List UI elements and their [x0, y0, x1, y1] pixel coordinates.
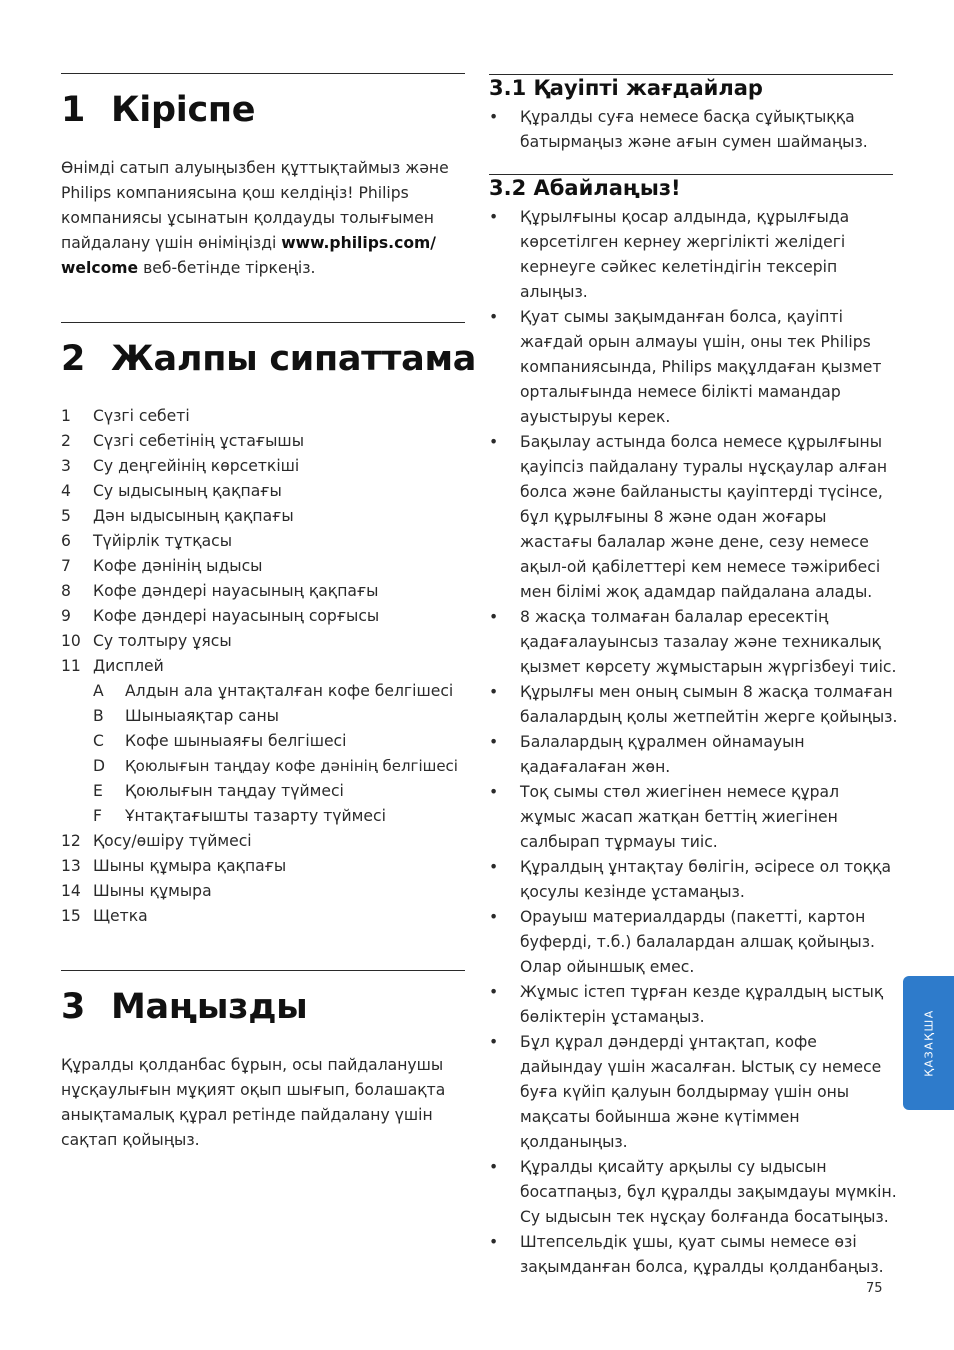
- section-1-number: 1: [61, 90, 86, 130]
- list-item: 13 Шыны құмыра қақпағы: [61, 857, 287, 875]
- bullet-icon: •: [489, 1033, 499, 1051]
- bullet-icon: •: [489, 208, 499, 226]
- list-item: • Құрылғы мен оның сымын 8 жасқа толмаған балалардың қолы жетпейтін жерге қойыңыз.: [489, 680, 899, 730]
- section-3-2-rule: [489, 174, 893, 175]
- list-item: • Құралдың ұнтақтау бөлігін, әсіресе ол тоққа қосулы кезінде ұстамаңыз.: [489, 855, 899, 905]
- section-2-title: Жалпы сипаттама: [111, 339, 477, 379]
- section-1-rule: [61, 73, 465, 74]
- list-item: 12 Қосу/өшіру түймесі: [61, 832, 252, 850]
- list-item: • Тоқ сымы стөл жиегінен немесе құрал жұмыс жасап жатқан беттің жиегінен салбырап тұрмауы тиіс.: [489, 780, 899, 855]
- bullet-icon: •: [489, 908, 499, 926]
- section-3-number: 3: [61, 987, 86, 1027]
- bullet-icon: •: [489, 1233, 499, 1251]
- list-item: 9 Кофе дәндері науасының сорғысы: [61, 607, 380, 625]
- intro-paragraph: [61, 156, 466, 281]
- list-subitem: D Қоюлығын таңдау кофе дәнінің белгішесі: [93, 757, 458, 775]
- list-item: 14 Шыны құмыра: [61, 882, 212, 900]
- bullet-icon: •: [489, 108, 499, 126]
- list-item: • Штепсельдік ұшы, қуат сымы немесе өзі зақымданған болса, құралды қолданбаңыз.: [489, 1230, 899, 1280]
- list-item: 11 Дисплей: [61, 657, 164, 675]
- list-item: 2 Сүзгі себетінің ұстағышы: [61, 432, 305, 450]
- intro-text: Өнімді сатып алуыңызбен құттықтаймыз және Philips компаниясына қош келдіңіз! Philips компаниясы ұсынатын қолдауды толығымен пайдалану үшін өніміңізді: [61, 159, 449, 252]
- danger-bullets: [489, 105, 899, 155]
- section-1-title: Кіріспе: [111, 90, 256, 130]
- list-item: • Құрылғыны қосар алдында, құрылғыда көрсетілген кернеу жергілікті желідегі кернеуге сәйкес келетіндігін тексеріп алыңыз.: [489, 205, 899, 305]
- page-number: 75: [866, 1281, 883, 1296]
- bullet-icon: •: [489, 1158, 499, 1176]
- bullet-icon: •: [489, 683, 499, 701]
- section-3-2-heading: 3.2 Абайлаңыз!: [489, 176, 681, 200]
- section-3-1-heading: 3.1 Қауіпті жағдайлар: [489, 76, 763, 100]
- list-item: • Бақылау астында болса немесе құрылғыны қауіпсіз пайдалану туралы нұсқаулар алған болса және байланысты қауіптерді түсінсе, бұл құрылғыны 8 және одан жоғары жастағы балалар және дене, сезу немесе ақыл-ой қабілеттері кем немесе тәжірибесі мен білімі жоқ адамдар пайдалана алады.: [489, 430, 899, 605]
- list-item: 7 Кофе дәнінің ыдысы: [61, 557, 263, 575]
- section-3-heading: [61, 987, 308, 1027]
- parts-list: [61, 404, 458, 929]
- section-2-rule: [61, 322, 465, 323]
- list-item: 3 Су деңгейінің көрсеткіші: [61, 457, 300, 475]
- list-subitem: C Кофе шыныаяғы белгішесі: [93, 732, 347, 750]
- list-subitem: E Қоюлығын таңдау түймесі: [93, 782, 344, 800]
- list-item: 4 Су ыдысының қақпағы: [61, 482, 282, 500]
- list-item: 10 Су толтыру ұясы: [61, 632, 232, 650]
- bullet-icon: •: [489, 433, 499, 451]
- philips-url-link[interactable]: www.philips.com/ welcome: [61, 234, 436, 277]
- section-1-heading: [61, 90, 255, 130]
- list-subitem: B Шыныаяқтар саны: [93, 707, 279, 725]
- section-2-number: 2: [61, 339, 86, 379]
- language-tab[interactable]: [903, 976, 954, 1110]
- list-item: • Бұл құрал дәндерді ұнтақтап, кофе дайындау үшін жасалған. Ыстық су немесе буға күйіп қалуын болдырмау үшін оны мақсаты бойынша және күтіммен қолданыңыз.: [489, 1030, 899, 1155]
- list-item: • Құралды суға немесе басқа сұйықтыққа батырмаңыз және ағын сумен шаймаңыз.: [489, 105, 899, 155]
- bullet-icon: •: [489, 733, 499, 751]
- section-2-heading: [61, 339, 476, 379]
- bullet-icon: •: [489, 308, 499, 326]
- list-item: 15 Щетка: [61, 907, 148, 925]
- list-item: • Орауыш материалдарды (пакетті, картон буферді, т.б.) балалардан алшақ қойыңыз. Олар ойыншық емес.: [489, 905, 899, 980]
- list-item: 1 Сүзгі себеті: [61, 407, 190, 425]
- section-3-rule: [61, 970, 465, 971]
- list-subitem: F Ұнтақтағышты тазарту түймесі: [93, 807, 386, 825]
- list-item: • Құралды қисайту арқылы су ыдысын босатпаңыз, бұл құралды зақымдауы мүмкін. Су ыдысын тек нұсқау болғанда босатыңыз.: [489, 1155, 899, 1230]
- list-item: 8 Кофе дәндері науасының қақпағы: [61, 582, 379, 600]
- important-paragraph: Құралды қолданбас бұрын, осы пайдаланушы нұсқаулығын мұқият оқып шығып, болашақта анықтамалық құрал ретінде пайдалану үшін сақтап қойыңыз.: [61, 1056, 446, 1149]
- intro-text-end: веб-бетінде тіркеңіз.: [138, 259, 316, 277]
- bullet-icon: •: [489, 983, 499, 1001]
- list-item: • Жұмыс істеп тұрған кезде құралдың ыстық бөліктерін ұстамаңыз.: [489, 980, 899, 1030]
- list-subitem: A Алдын ала ұнтақталған кофе белгішесі: [93, 682, 454, 700]
- caution-bullets: [489, 205, 899, 1280]
- bullet-icon: •: [489, 608, 499, 626]
- bullet-icon: •: [489, 783, 499, 801]
- section-3-title: Маңызды: [111, 987, 308, 1027]
- bullet-icon: •: [489, 858, 499, 876]
- language-tab-label: ҚАЗАҚША: [922, 1009, 935, 1077]
- list-item: 5 Дән ыдысының қақпағы: [61, 507, 294, 525]
- section-3-1-rule: [489, 74, 893, 75]
- list-item: • Қуат сымы зақымданған болса, қауіпті жағдай орын алмауы үшін, оны тек Philips компаниясында, Philips мақұлдаған қызмет орталығында немесе білікті мамандар ауыстыруы керек.: [489, 305, 899, 430]
- list-item: 6 Түйірлік тұтқасы: [61, 532, 233, 550]
- list-item: • 8 жасқа толмаған балалар ересектің қадағалауынсыз тазалау және техникалық қызмет көрсету жұмыстарын жүргізбеуі тиіс.: [489, 605, 899, 680]
- list-item: • Балалардың құралмен ойнамауын қадағалаған жөн.: [489, 730, 899, 780]
